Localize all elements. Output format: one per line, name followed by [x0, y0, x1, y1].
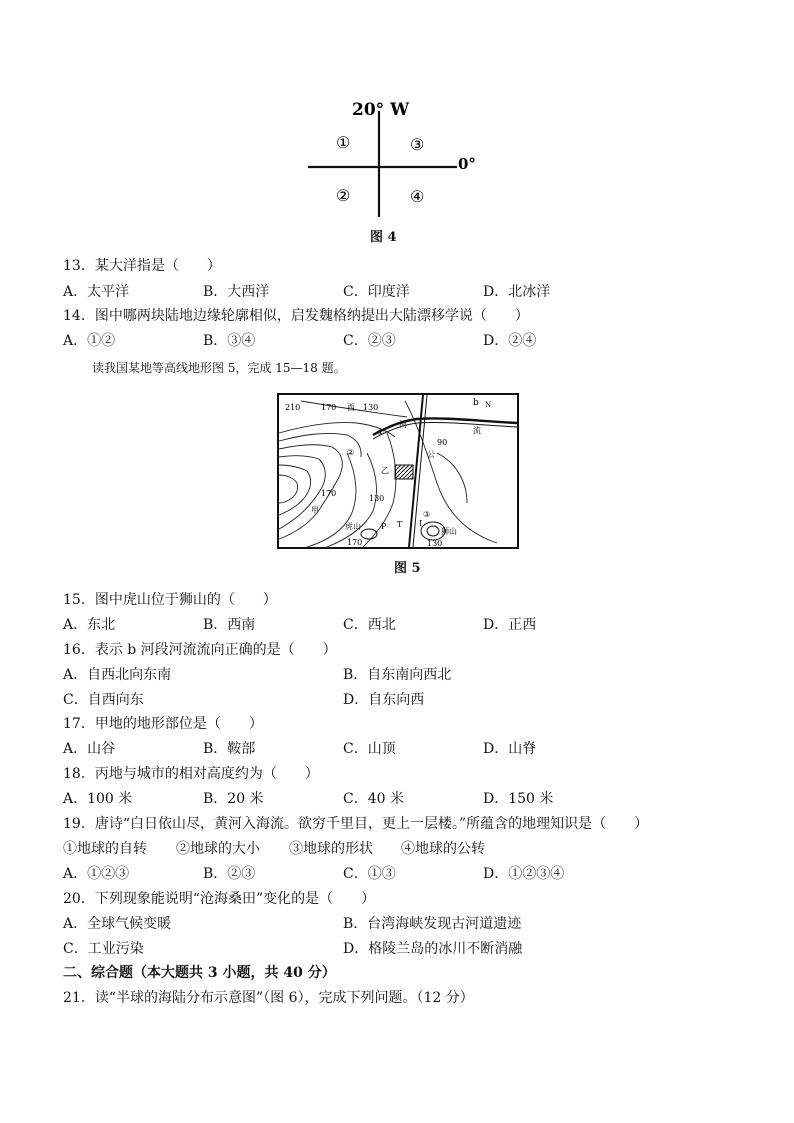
q20-option-b: B．台湾海峡发现古河道遗迹	[343, 916, 522, 932]
q20-stem: 20．下列现象能说明“沧海桑田”变化的是（ ）	[63, 891, 376, 907]
region-2: ②	[336, 186, 351, 205]
q13-option-a: A．太平洋	[63, 284, 130, 300]
section-2-heading: 二、综合题（本大题共 3 小题，共 40 分）	[63, 965, 336, 981]
label-marker-2: ②	[347, 448, 355, 457]
q13-option-d: D．北冰洋	[483, 284, 551, 300]
q19-knowledge-2: ②地球的大小	[176, 841, 260, 857]
q19-option-c: C．①③	[343, 866, 396, 882]
label-170: 170	[321, 403, 337, 412]
q16-stem: 16．表示 b 河段河流流向正确的是（ ）	[63, 642, 337, 658]
q18-option-a: A．100 米	[63, 791, 133, 807]
label-shishan: 狮山	[441, 527, 457, 536]
q15-stem: 15．图中虎山位于狮山的（ ）	[63, 592, 277, 608]
q16-option-c: C．自西向东	[63, 692, 144, 708]
label-yi: 乙	[381, 466, 389, 475]
figure-5-contour-map	[277, 393, 519, 549]
q19-knowledge-1: ①地球的自转	[63, 841, 147, 857]
label-b: b	[473, 398, 479, 408]
label-he: 河	[399, 420, 407, 429]
q18-stem: 18．丙地与城市的相对高度约为（ ）	[63, 766, 319, 782]
q20-option-a: A．全球气候变暖	[63, 916, 172, 932]
label-130: 130	[363, 403, 379, 412]
q20-option-c: C．工业污染	[63, 941, 144, 957]
figure-5-caption: 图 5	[394, 561, 421, 576]
q17-option-b: B．鞍部	[203, 741, 256, 757]
q14-option-a: A．①②	[63, 333, 116, 349]
q14-option-c: C．②③	[343, 333, 396, 349]
q19-stem: 19．唐诗“白日依山尽，黄河入海流。欲穷千里目，更上一层楼。”所蕴含的地理知识是（ ）	[63, 816, 649, 832]
q16-option-d: D．自东向西	[343, 692, 425, 708]
q21-stem: 21．读“半球的海陆分布示意图”（图 6），完成下列问题。（12 分）	[63, 990, 474, 1006]
region-4: ④	[410, 187, 425, 206]
label-marker-3: ③	[423, 510, 431, 519]
q19-option-a: A．①②③	[63, 866, 130, 882]
q15-option-b: B．西南	[203, 617, 256, 633]
q13-option-c: C．印度洋	[343, 284, 410, 300]
q18-option-d: D．150 米	[483, 791, 554, 807]
label-170b: 170	[321, 489, 337, 498]
q19-knowledge-3: ③地球的形状	[289, 841, 373, 857]
q18-option-c: C．40 米	[343, 791, 404, 807]
q15-option-d: D．正西	[483, 617, 537, 633]
q13-option-b: B．大西洋	[203, 284, 270, 300]
q17-option-c: C．山顶	[343, 741, 396, 757]
q16-option-b: B．自东南向西北	[343, 667, 452, 683]
figure-4-caption: 图 4	[370, 230, 397, 245]
label-marker-1: ①	[377, 428, 385, 437]
q14-option-b: B．③④	[203, 333, 256, 349]
figure-5-instruction: 读我国某地等高线地形图 5，完成 15—18 题。	[92, 361, 346, 375]
label-p: P	[381, 522, 387, 531]
longitude-label: 20° W	[352, 100, 410, 120]
q14-stem: 14．图中哪两块陆地边缘轮廓相似，启发魏格纳提出大陆漂移学说（ ）	[63, 308, 529, 324]
q17-option-d: D．山脊	[483, 741, 537, 757]
q13-stem: 13．某大洋指是（ ）	[63, 258, 221, 274]
label-l: L	[419, 519, 425, 528]
region-3: ③	[410, 135, 425, 154]
label-170c: 170	[347, 538, 363, 547]
label-gong: 公	[427, 450, 435, 459]
q15-option-a: A．东北	[63, 617, 116, 633]
label-hushan: 虎山	[345, 522, 361, 531]
label-t: T	[397, 520, 403, 529]
q20-option-d: D．格陵兰岛的冰川不断消融	[343, 941, 523, 957]
city-block	[395, 465, 413, 479]
q16-option-a: A．自西北向东南	[63, 667, 172, 683]
q18-option-b: B．20 米	[203, 791, 264, 807]
latitude-label: 0°	[458, 155, 476, 173]
label-90: 90	[437, 438, 448, 447]
q17-stem: 17．甲地的地形部位是（ ）	[63, 716, 263, 732]
q14-option-d: D．②④	[483, 333, 537, 349]
label-130b: 130	[369, 494, 385, 503]
label-xi: 西	[347, 403, 355, 412]
q17-option-a: A．山谷	[63, 741, 116, 757]
label-210: 210	[285, 403, 301, 412]
q19-option-b: B．②③	[203, 866, 256, 882]
label-liu: 流	[473, 426, 481, 435]
q19-knowledge-4: ④地球的公转	[401, 841, 485, 857]
region-1: ①	[336, 133, 351, 152]
label-130c: 130	[427, 539, 443, 548]
figure-4	[300, 95, 500, 245]
q19-option-d: D．①②③④	[483, 866, 565, 882]
q15-option-c: C．西北	[343, 617, 396, 633]
label-north: N	[485, 401, 492, 409]
label-jia: 甲	[311, 506, 319, 515]
